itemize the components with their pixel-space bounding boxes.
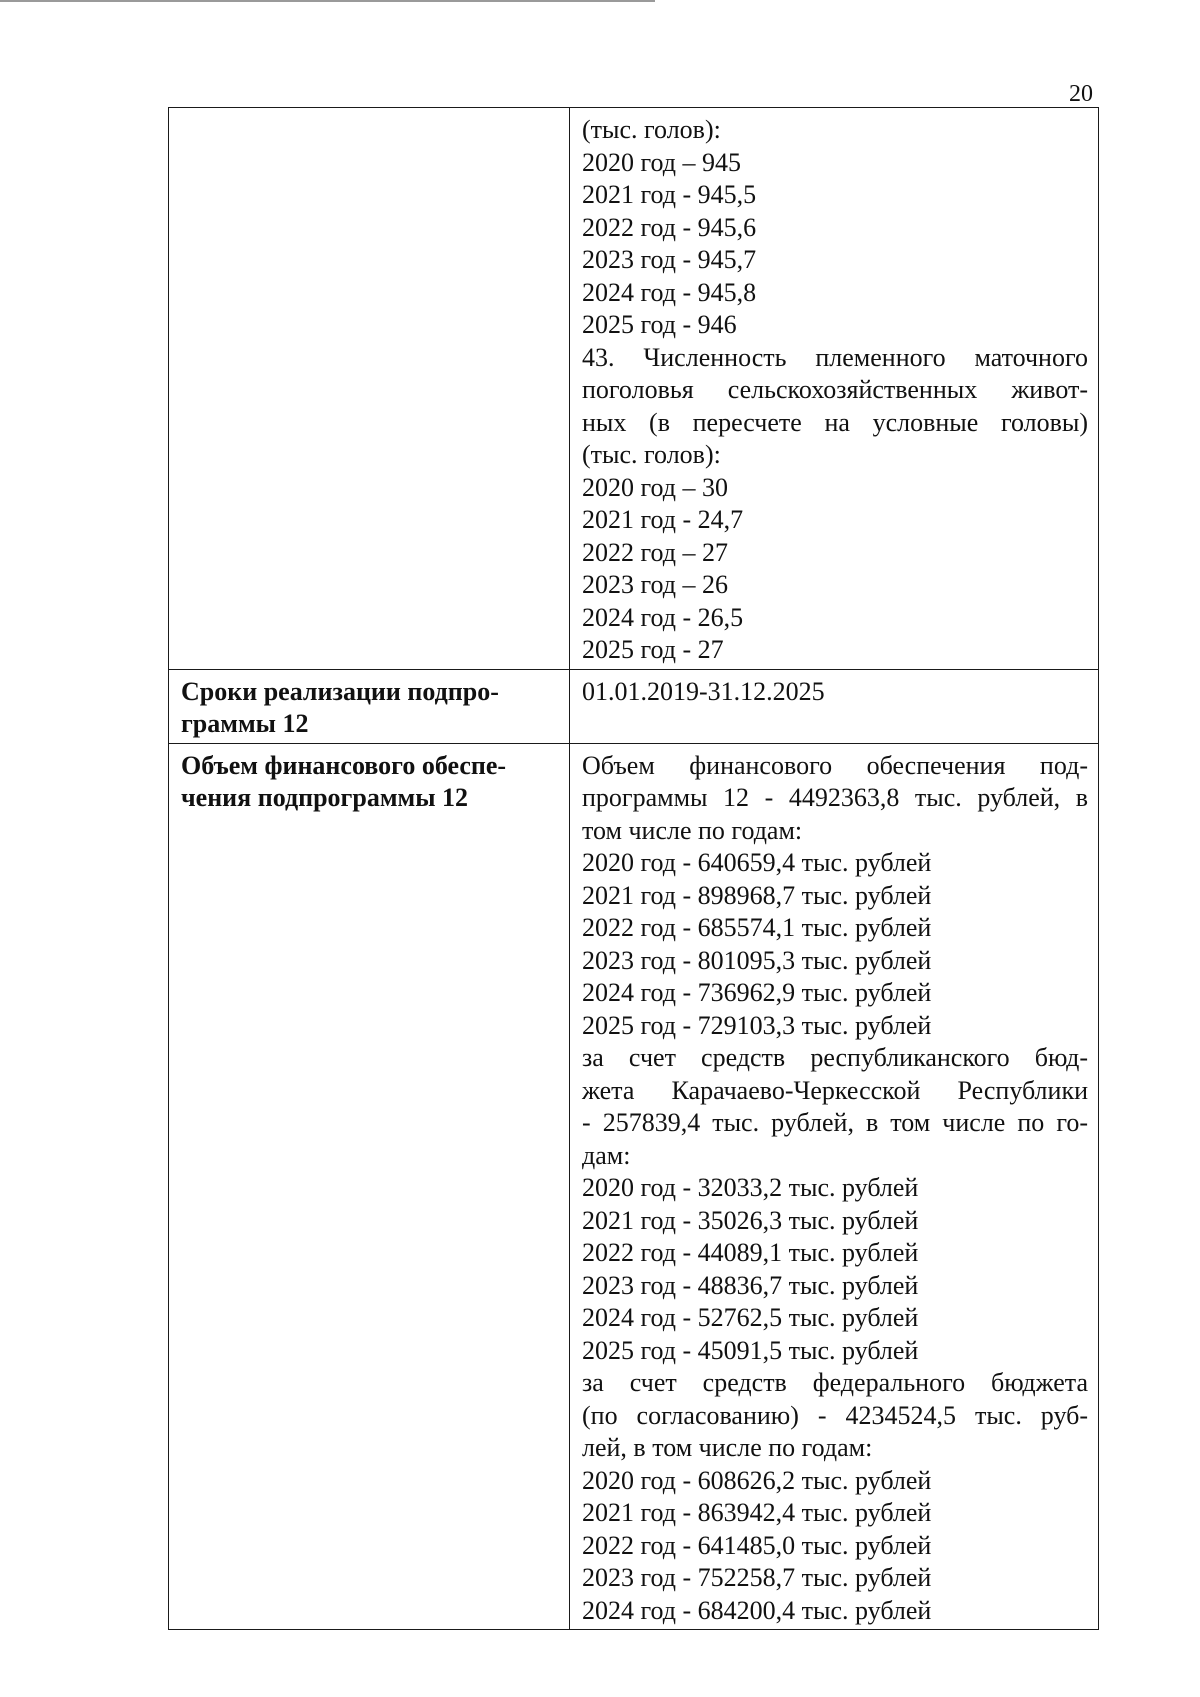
indicator-year-value: 2022 год - 945,6 xyxy=(582,212,757,242)
indicator-43-year-value: 2020 год – 30 xyxy=(582,472,728,502)
indicator-43-year-value: 2023 год – 26 xyxy=(582,570,728,599)
funding-regional-year: 2020 год - 32033,2 тыс. рублей xyxy=(582,1173,919,1202)
funding-total-year: 2021 год - 898968,7 тыс. рублей xyxy=(582,880,932,910)
terms-label-line: граммы 12 xyxy=(181,709,309,738)
terms-value: 01.01.2019-31.12.2025 xyxy=(582,676,825,706)
table-row-indicators xyxy=(169,108,1099,670)
funding-regional-text-line: за счет средств республиканского бюд- xyxy=(582,1043,1088,1072)
funding-federal-year: 2023 год - 752258,7 тыс. рублей xyxy=(582,1563,932,1592)
indicator-43-year-value: 2024 год - 26,5 xyxy=(582,602,744,632)
indicator-year-value: 2021 год - 945,5 xyxy=(582,180,757,209)
indicator-year-value: 2023 год - 945,7 xyxy=(582,245,757,274)
funding-federal-year: 2021 год - 863942,4 тыс. рублей xyxy=(582,1498,932,1527)
terms-value-cell xyxy=(570,669,1099,743)
funding-total-year: 2023 год - 801095,3 тыс. рублей xyxy=(582,945,932,975)
funding-regional-text-line: - 257839,4 тыс. рублей, в том числе по го- xyxy=(582,1108,1088,1137)
indicator-43-year-value: 2025 год - 27 xyxy=(582,635,724,664)
funding-label-cell xyxy=(169,743,570,1630)
funding-label-line: чения подпрограммы 12 xyxy=(181,783,469,812)
indicator-year-value: 2024 год - 945,8 xyxy=(582,277,757,307)
funding-label-line: Объем финансового обеспе- xyxy=(181,750,507,780)
funding-federal-year: 2022 год - 641485,0 тыс. рублей xyxy=(582,1530,932,1560)
indicators-label-cell xyxy=(169,108,570,670)
funding-regional-text-line: дам: xyxy=(582,1140,631,1170)
indicator-43-title-line: 43. Численность племенного маточного xyxy=(582,342,1088,372)
funding-total-year: 2022 год - 685574,1 тыс. рублей xyxy=(582,913,932,942)
scan-top-edge-line xyxy=(0,0,655,2)
funding-regional-year: 2024 год - 52762,5 тыс. рублей xyxy=(582,1303,919,1332)
indicator-43-year-value: 2021 год - 24,7 xyxy=(582,505,744,534)
page-number: 20 xyxy=(1069,81,1093,107)
funding-total-text-line: Объем финансового обеспечения под- xyxy=(582,750,1088,780)
funding-total-year: 2025 год - 729103,3 тыс. рублей xyxy=(582,1010,932,1040)
indicator-43-year-value: 2022 год – 27 xyxy=(582,537,728,567)
funding-total-year: 2024 год - 736962,9 тыс. рублей xyxy=(582,978,932,1007)
table-row-funding xyxy=(169,743,1099,1630)
indicator-year-value: 2025 год - 946 xyxy=(582,310,737,339)
funding-federal-year: 2024 год - 684200,4 тыс. рублей xyxy=(582,1595,932,1625)
indicator-43-unit: (тыс. голов): xyxy=(582,440,721,469)
indicator-43-title-line: ных (в пересчете на условные головы) xyxy=(582,407,1088,437)
funding-federal-text-line: (по согласованию) - 4234524,5 тыс. руб- xyxy=(582,1400,1088,1430)
table-row-terms xyxy=(169,669,1099,743)
funding-total-year: 2020 год - 640659,4 тыс. рублей xyxy=(582,848,932,877)
funding-value-cell xyxy=(570,743,1099,1630)
funding-total-text-line: том числе по годам: xyxy=(582,815,803,845)
passport-table xyxy=(168,107,1099,1630)
funding-regional-year: 2022 год - 44089,1 тыс. рублей xyxy=(582,1238,919,1267)
indicators-unit: (тыс. голов): xyxy=(582,115,721,144)
terms-label-cell xyxy=(169,669,570,743)
funding-regional-text-line: жета Карачаево-Черкесской Республики xyxy=(582,1075,1088,1105)
funding-total-text-line: программы 12 - 4492363,8 тыс. рублей, в xyxy=(582,783,1088,812)
indicator-43-title-line: поголовья сельскохозяйственных живот- xyxy=(582,375,1088,404)
funding-regional-year: 2021 год - 35026,3 тыс. рублей xyxy=(582,1205,919,1235)
funding-federal-text-line: лей, в том числе по годам: xyxy=(582,1433,873,1462)
funding-federal-year: 2020 год - 608626,2 тыс. рублей xyxy=(582,1465,932,1495)
indicator-year-value: 2020 год – 945 xyxy=(582,147,741,177)
funding-regional-year: 2025 год - 45091,5 тыс. рублей xyxy=(582,1335,919,1365)
indicators-value-cell xyxy=(570,108,1099,670)
funding-federal-text-line: за счет средств федерального бюджета xyxy=(582,1368,1088,1397)
terms-label-line: Сроки реализации подпро- xyxy=(181,676,499,706)
funding-regional-year: 2023 год - 48836,7 тыс. рублей xyxy=(582,1270,919,1300)
